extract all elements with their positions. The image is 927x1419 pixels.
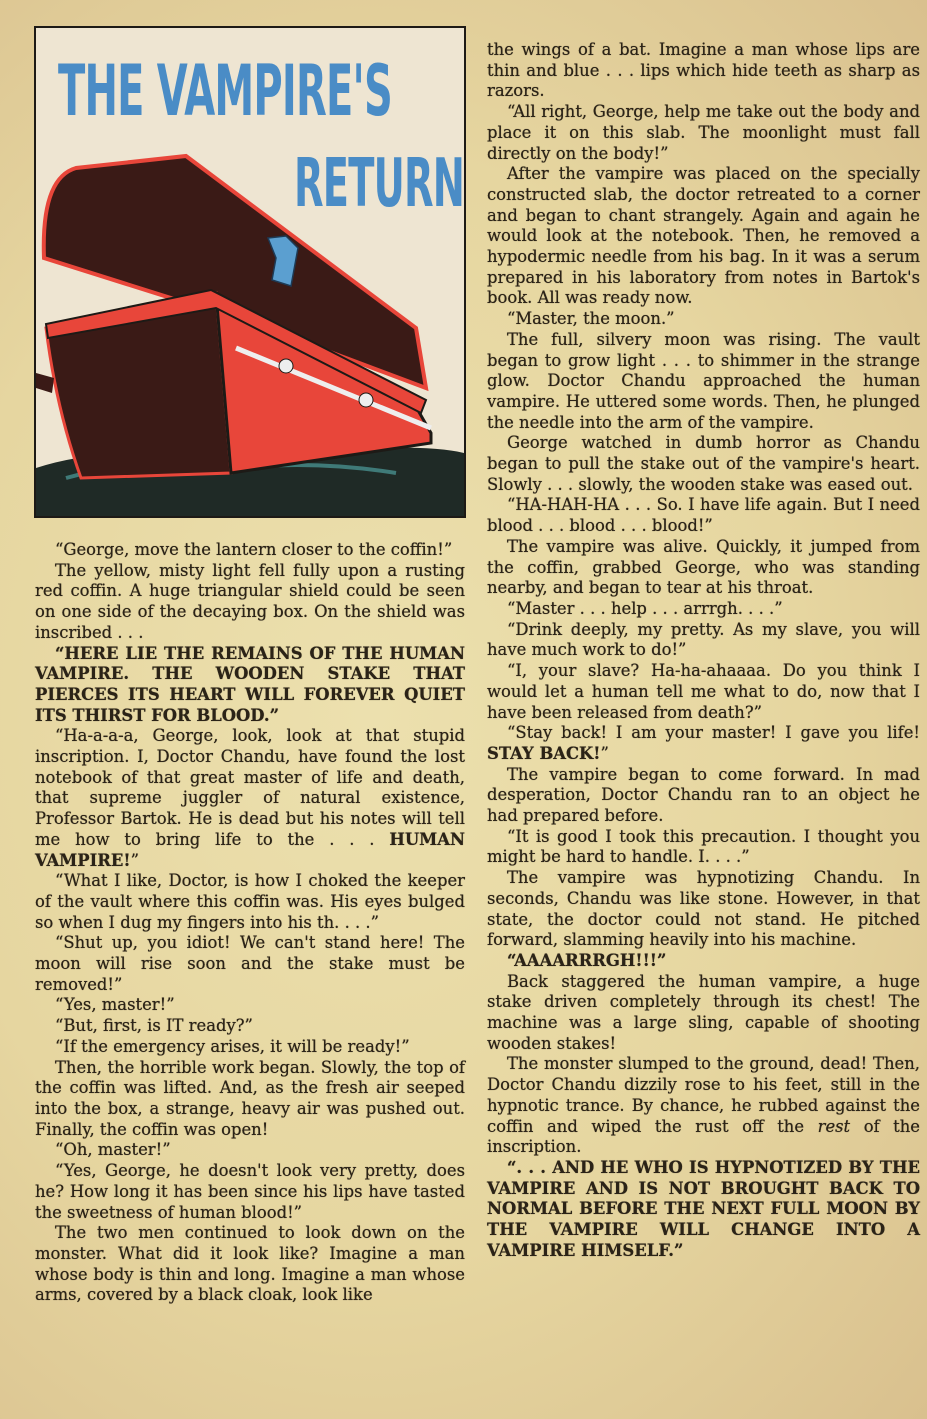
story-paragraph	[487, 661, 920, 723]
story-paragraph	[35, 726, 465, 871]
text-segment: “All right, George, help me take out the body and place it on this slab. The moonlight must fall directly on the body!”	[487, 102, 920, 163]
story-paragraph	[487, 723, 920, 764]
story-paragraph	[487, 765, 920, 827]
text-segment: The two men continued to look down on the monster. What did it look like? Imagine a man whose body is thin and long. Imagine a man whose arms, covered by a black cloak, look like	[35, 1223, 465, 1305]
story-paragraph	[35, 1223, 465, 1306]
story-paragraph	[487, 330, 920, 434]
left-text-column	[35, 540, 465, 1306]
title-panel	[34, 26, 466, 518]
story-title-line2: RETURN	[294, 144, 465, 223]
text-segment: The full, silvery moon was rising. The vault began to grow light . . . to shimmer in the strange glow. Doctor Chandu approached the human vampire. He uttered some words. Then, he plunged the needle into the arm of the vampire.	[487, 329, 920, 432]
text-segment: The vampire was alive. Quickly, it jumped from the coffin, grabbed George, who was standing nearby, and began to tear at his throat.	[487, 536, 920, 598]
text-segment: “But, first, is IT ready?”	[55, 1016, 253, 1036]
story-paragraph	[487, 495, 920, 536]
text-segment: “It is good I took this precaution. I thought you might be hard to handle. I. . . .”	[487, 826, 920, 867]
story-title-line1: THE VAMPIRE'S	[58, 50, 392, 132]
right-text-column	[487, 40, 920, 1261]
story-paragraph	[35, 1140, 465, 1161]
story-paragraph	[487, 102, 920, 164]
story-paragraph	[487, 620, 920, 661]
story-paragraph	[35, 1161, 465, 1223]
story-paragraph	[35, 933, 465, 995]
text-segment: George watched in dumb horror as Chandu began to pull the stake out of the vampire's heart. Slowly . . . slowly, the wooden stake was eased out.	[487, 433, 920, 494]
text-segment: The vampire began to come forward. In mad desperation, Doctor Chandu ran to an object he had prepared before.	[487, 764, 920, 826]
text-segment: “Yes, master!”	[55, 995, 175, 1015]
text-segment: ”	[600, 743, 609, 763]
text-segment: “Drink deeply, my pretty. As my slave, you will have much work to do!”	[487, 619, 920, 660]
text-segment: “If the emergency arises, it will be ready!”	[55, 1036, 410, 1056]
story-paragraph	[35, 561, 465, 644]
story-paragraph	[35, 644, 465, 727]
story-paragraph	[487, 972, 920, 1055]
story-paragraph	[487, 1054, 920, 1158]
story-paragraph	[487, 868, 920, 951]
story-paragraph	[35, 871, 465, 933]
text-segment: “Stay back! I am your master! I gave you life!	[507, 723, 920, 743]
text-segment: ”	[130, 850, 139, 870]
story-paragraph	[487, 599, 920, 620]
text-segment: “Yes, George, he doesn't look very pretty, does he? How long it has been since his lips have tasted the sweetness of human blood!”	[35, 1161, 465, 1222]
story-paragraph	[35, 1037, 465, 1058]
story-paragraph	[35, 995, 465, 1016]
text-segment: The vampire was hypnotizing Chandu. In seconds, Chandu was like stone. However, in that state, the doctor could not stand. He pitched forward, slamming heavily into his machine.	[487, 868, 920, 950]
bold-text: “AAAARRRGH!!!”	[507, 950, 667, 970]
story-paragraph	[487, 40, 920, 102]
story-paragraph	[487, 827, 920, 868]
story-paragraph	[35, 1016, 465, 1037]
text-segment: The monster slumped to the ground, dead! Then, Doctor Chandu dizzily rose to his feet, still in the hypnotic trance. By chance, he rubbed against the coffin and wiped the rust off the	[487, 1054, 920, 1136]
text-segment: the wings of a bat. Imagine a man whose lips are thin and blue . . . lips which hide teeth as sharp as razors.	[487, 40, 920, 101]
story-paragraph	[487, 309, 920, 330]
text-segment: “Master, the moon.”	[507, 309, 675, 329]
story-paragraph	[35, 1058, 465, 1141]
italic-text: rest	[817, 1116, 851, 1136]
text-segment: “What I like, Doctor, is how I choked the keeper of the vault where this coffin was. His eyes bulged so when I dug my fingers into his th. . . .”	[35, 871, 465, 932]
text-segment: Then, the horrible work began. Slowly, the top of the coffin was lifted. And, as the fresh air seeped into the box, a strange, heavy air was pushed out. Finally, the coffin was open!	[35, 1057, 465, 1139]
text-segment: of the inscription.	[487, 1116, 921, 1157]
story-paragraph	[487, 537, 920, 599]
text-segment: “Oh, master!”	[55, 1140, 171, 1160]
text-segment: “Ha-a-a-a, George, look, look at that stupid inscription. I, Doctor Chandu, have found the lost notebook of that great master of life and death, that supreme juggler of natural existence, Professor Bartok. He is dead but his notes will tell me how to bring life to the . . .	[35, 726, 465, 849]
text-segment: After the vampire was placed on the specially constructed slab, the doctor retreated to a corner and began to chant strangely. Again and again he would look at the notebook. Then, he removed a hypodermic needle from his bag. In it was a serum prepared in his laboratory from notes in Bartok's book. All was ready now.	[487, 164, 920, 308]
text-segment: “HA-HAH-HA . . . So. I have life again. But I need blood . . . blood . . . blood!”	[487, 495, 920, 536]
text-segment: “Master . . . help . . . arrrgh. . . .”	[507, 598, 783, 618]
bold-text: “HERE LIE THE REMAINS OF THE HUMAN VAMPIRE. THE WOODEN STAKE THAT PIERCES ITS HEART WILL FOREVER QUIET ITS THIRST FOR BLOOD.”	[35, 643, 465, 725]
story-paragraph	[487, 951, 920, 972]
text-segment: “Shut up, you idiot! We can't stand here! The moon will rise soon and the stake must be removed!”	[35, 933, 465, 994]
story-paragraph	[35, 540, 465, 561]
bold-text: “. . . AND HE WHO IS HYPNOTIZED BY THE VAMPIRE AND IS NOT BROUGHT BACK TO NORMAL BEFORE THE NEXT FULL MOON BY THE VAMPIRE WILL CHANGE INTO A VAMPIRE HIMSELF.”	[487, 1157, 920, 1260]
text-segment: “George, move the lantern closer to the coffin!”	[55, 540, 453, 559]
text-segment: “I, your slave? Ha-ha-ahaaaa. Do you think I would let a human tell me what to do, now that I have been released from death?”	[487, 661, 920, 722]
text-segment: The yellow, misty light fell fully upon a rusting red coffin. A huge triangular shield could be seen on one side of the decaying box. On the shield was inscribed . . .	[35, 560, 465, 642]
bold-text: STAY BACK!	[487, 743, 601, 763]
story-paragraph	[487, 1158, 920, 1262]
text-segment: Back staggered the human vampire, a huge stake driven completely through its chest! The machine was a large sling, capable of shooting wooden stakes!	[487, 971, 920, 1053]
bold-text: HUMAN VAMPIRE!	[35, 829, 465, 870]
story-paragraph	[487, 433, 920, 495]
story-paragraph	[487, 164, 920, 309]
